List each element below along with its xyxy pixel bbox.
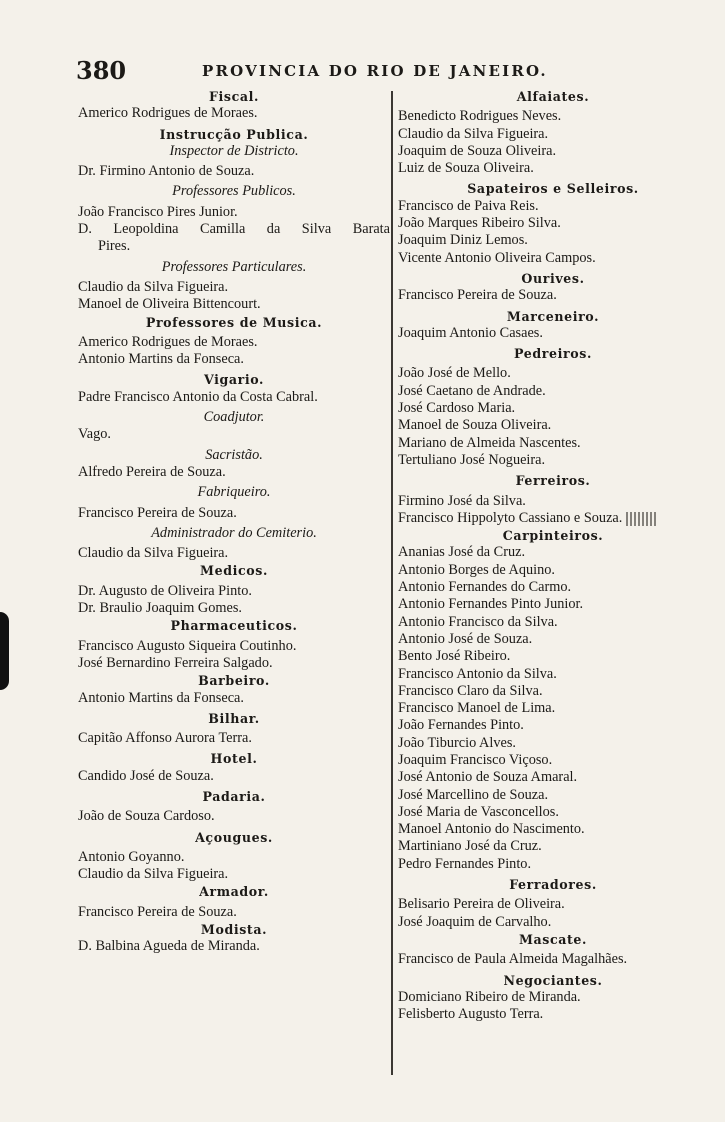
- subsection-heading: Coadjutor.: [203, 409, 265, 426]
- entry: Mariano de Almeida Nascentes.: [398, 434, 581, 451]
- entry: Francisco de Paiva Reis.: [398, 197, 539, 214]
- section-heading: Ourives.: [521, 270, 585, 286]
- section-heading: Fiscal.: [208, 89, 259, 104]
- entry: Vago.: [78, 426, 111, 443]
- section-heading: Hotel.: [210, 751, 258, 767]
- entry: Americo Rodrigues de Moraes.: [78, 105, 258, 122]
- entry: Joaquim Francisco Viçoso.: [398, 751, 553, 768]
- entry: Joaquim Antonio Casaes.: [398, 324, 543, 341]
- subsection-heading: Sacristão.: [205, 446, 263, 463]
- entry: José Cardoso Maria.: [398, 400, 516, 417]
- section-heading: Pharmaceuticos.: [170, 618, 298, 634]
- entry: Belisario Pereira de Oliveira.: [398, 896, 565, 913]
- entry: Claudio da Silva Figueira.: [78, 545, 229, 562]
- entry: Americo Rodrigues de Moraes.: [78, 333, 258, 350]
- entry: Antonio Goyanno.: [78, 848, 185, 865]
- right-column: [398, 88, 708, 1023]
- entry: Antonio Martins da Fonseca.: [78, 689, 244, 706]
- subsection-heading: Professores Publicos.: [172, 183, 296, 200]
- entry: José Antonio de Souza Amaral.: [398, 769, 578, 786]
- entry: João Fernandes Pinto.: [398, 717, 524, 734]
- section-heading: Padaria.: [202, 788, 266, 804]
- section-heading: Marceneiro.: [506, 308, 600, 324]
- entry: Francisco Manoel de Lima.: [398, 700, 556, 717]
- entry: João José de Mello.: [398, 365, 511, 382]
- entry: José Bernardino Ferreira Salgado.: [78, 654, 273, 671]
- entry: Joaquim Diniz Lemos.: [398, 232, 528, 249]
- section-heading: Mascate.: [518, 931, 588, 947]
- word: Leopoldina: [113, 221, 179, 238]
- subsection-heading: Professores Particulares.: [161, 258, 307, 275]
- entry: Antonio Martins da Fonseca.: [78, 351, 244, 368]
- page-header: [76, 56, 606, 86]
- stamp-mark: [626, 512, 656, 526]
- entry: Dr. Firmino Antonio de Souza.: [78, 163, 255, 180]
- section-heading: Negociantes.: [503, 972, 603, 988]
- entry: D. Balbina Agueda de Miranda.: [78, 938, 260, 955]
- entry: Antonio Borges de Aquino.: [398, 561, 556, 578]
- entry: Candido José de Souza.: [78, 767, 214, 784]
- subsection-heading: Inspector de Districto.: [169, 142, 299, 159]
- entry: José Maria de Vasconcellos.: [398, 803, 559, 820]
- entry: Antonio José de Souza.: [398, 630, 533, 647]
- section-heading: Pedreiros.: [514, 346, 592, 362]
- section-heading: Alfaiates.: [516, 89, 590, 104]
- entry: José Joaquim de Carvalho.: [398, 913, 552, 930]
- entry-text: Francisco Hippolyto Cassiano e Souza.: [398, 509, 623, 526]
- entry: Benedicto Rodrigues Neves.: [398, 108, 562, 125]
- subsection-heading: Fabriqueiro.: [197, 484, 271, 501]
- word: D.: [78, 221, 92, 238]
- entry: Capitão Affonso Aurora Terra.: [78, 730, 252, 747]
- entry: Francisco Antonio da Silva.: [398, 665, 557, 682]
- ink-blot: [0, 612, 9, 690]
- section-heading: Professores de Musica.: [145, 314, 323, 330]
- section-heading: Ferreiros.: [515, 473, 591, 489]
- word: da: [266, 221, 281, 238]
- section-heading: Modista.: [200, 922, 268, 938]
- entry: Francisco de Paula Almeida Magalhães.: [398, 951, 628, 968]
- entry: Pedro Fernandes Pinto.: [398, 855, 532, 872]
- left-column: [78, 88, 390, 956]
- entry: João de Souza Cardoso.: [78, 808, 215, 825]
- entry: Claudio da Silva Figueira.: [78, 866, 229, 883]
- entry: Francisco Pereira de Souza.: [78, 504, 237, 521]
- section-heading: Sapateiros e Selleiros.: [467, 181, 639, 197]
- section-heading: Carpinteiros.: [502, 528, 604, 544]
- entry: Francisco Pereira de Souza.: [78, 903, 237, 920]
- entry: João Tiburcio Alves.: [398, 734, 516, 751]
- entry: Antonio Fernandes Pinto Junior.: [398, 596, 584, 613]
- entry: José Marcellino de Souza.: [398, 786, 549, 803]
- entry-continuation: Pires.: [98, 238, 131, 255]
- page-number: 380: [76, 56, 127, 85]
- entry: Francisco Augusto Siqueira Coutinho.: [78, 637, 297, 654]
- entry: [78, 221, 390, 238]
- word: Camilla: [200, 221, 246, 238]
- entry: Claudio da Silva Figueira.: [398, 125, 549, 142]
- column-divider: [391, 91, 393, 1075]
- word: Silva: [301, 221, 332, 238]
- entry: João Marques Ribeiro Silva.: [398, 215, 561, 232]
- entry: Vicente Antonio Oliveira Campos.: [398, 249, 596, 266]
- entry: Bento José Ribeiro.: [398, 648, 511, 665]
- entry: [398, 510, 708, 527]
- section-heading: Ferradores.: [509, 877, 597, 893]
- section-heading: Instrucção Publica.: [159, 126, 309, 142]
- entry: Firmino José da Silva.: [398, 492, 526, 509]
- section-heading: Armador.: [199, 884, 269, 900]
- entry: João Francisco Pires Junior.: [78, 203, 238, 220]
- entry: Francisco Pereira de Souza.: [398, 287, 557, 304]
- entry: Luiz de Souza Oliveira.: [398, 160, 534, 177]
- entry: Joaquim de Souza Oliveira.: [398, 142, 557, 159]
- subsection-heading: Administrador do Cemiterio.: [151, 524, 317, 541]
- entry: José Caetano de Andrade.: [398, 382, 546, 399]
- entry: Dr. Braulio Joaquim Gomes.: [78, 600, 243, 617]
- entry: Antonio Francisco da Silva.: [398, 613, 558, 630]
- section-heading: Açougues.: [195, 829, 273, 845]
- entry: Francisco Claro da Silva.: [398, 682, 543, 699]
- entry: Claudio da Silva Figueira.: [78, 278, 229, 295]
- entry: Ananias José da Cruz.: [398, 544, 526, 561]
- word: Barata: [352, 221, 390, 238]
- section-heading: Bilhar.: [208, 710, 260, 726]
- entry: Antonio Fernandes do Carmo.: [398, 579, 572, 596]
- running-head: PROVINCIA DO RIO DE JANEIRO.: [202, 62, 548, 80]
- entry: Felisberto Augusto Terra.: [398, 1006, 544, 1023]
- entry: Dr. Augusto de Oliveira Pinto.: [78, 582, 252, 599]
- entry: Manoel Antonio do Nascimento.: [398, 821, 585, 838]
- section-heading: Barbeiro.: [198, 673, 270, 689]
- entry: Padre Francisco Antonio da Costa Cabral.: [78, 388, 318, 405]
- entry: Manoel de Oliveira Bittencourt.: [78, 296, 261, 313]
- entry: Tertuliano José Nogueira.: [398, 451, 546, 468]
- entry: Domiciano Ribeiro de Miranda.: [398, 988, 581, 1005]
- section-heading: Medicos.: [200, 563, 268, 579]
- entry: Alfredo Pereira de Souza.: [78, 463, 226, 480]
- section-heading: Vigario.: [203, 372, 265, 388]
- entry: Martiniano José da Cruz.: [398, 838, 542, 855]
- entry: Manoel de Souza Oliveira.: [398, 417, 552, 434]
